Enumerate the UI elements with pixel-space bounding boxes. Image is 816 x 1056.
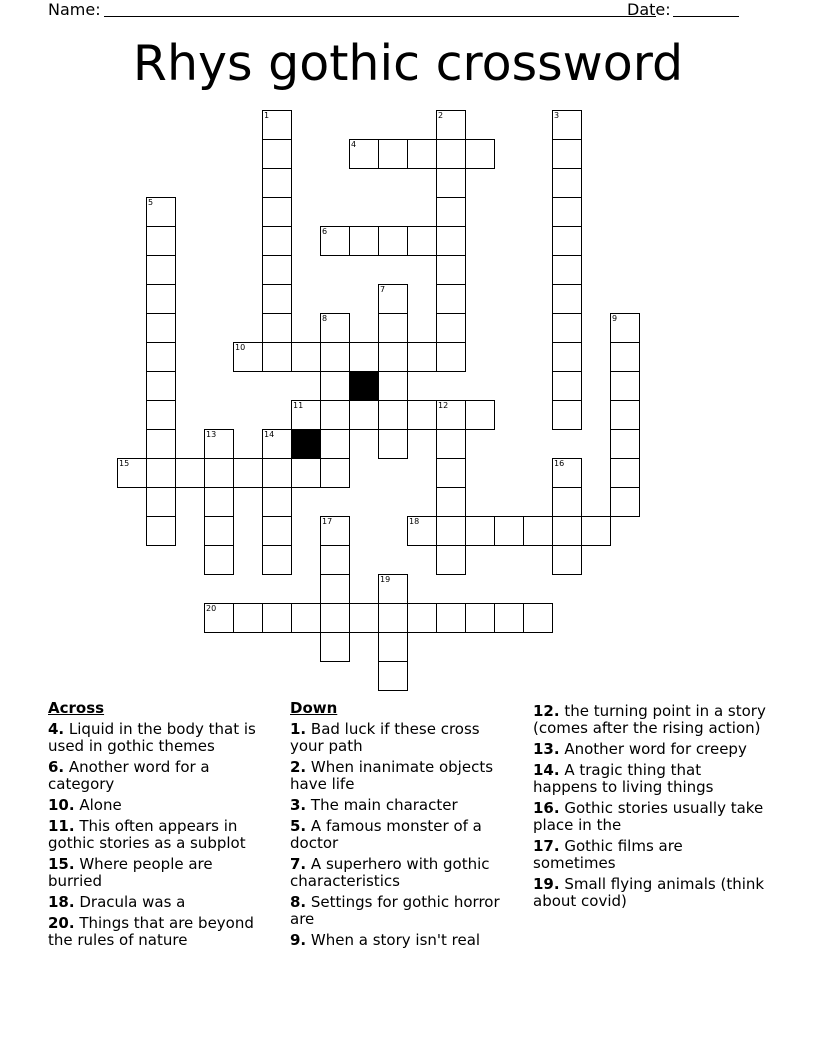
crossword-cell[interactable] bbox=[233, 603, 263, 633]
crossword-cell[interactable] bbox=[320, 545, 350, 575]
crossword-cell[interactable] bbox=[378, 139, 408, 169]
crossword-cell[interactable] bbox=[146, 516, 176, 546]
clue-number: 7 bbox=[380, 285, 386, 294]
crossword-cell[interactable] bbox=[465, 400, 495, 430]
clue-text: the turning point in a story (comes after the rising action) bbox=[533, 702, 766, 737]
crossword-cell[interactable] bbox=[117, 458, 147, 488]
crossword-cell[interactable] bbox=[146, 400, 176, 430]
crossword-cell[interactable] bbox=[146, 197, 176, 227]
clue-num: 16. bbox=[533, 799, 560, 817]
clue-item bbox=[290, 856, 512, 890]
crossword-cell[interactable] bbox=[146, 429, 176, 459]
clue-num: 8. bbox=[290, 893, 307, 911]
crossword-cell[interactable] bbox=[436, 226, 466, 256]
clue-number: 5 bbox=[148, 198, 154, 207]
crossword-cell[interactable] bbox=[610, 342, 640, 372]
clue-number: 19 bbox=[380, 575, 391, 584]
clue-text: Liquid in the body that is used in gothic themes bbox=[48, 720, 256, 755]
clue-text: When a story isn't real bbox=[306, 931, 481, 949]
clue-num: 10. bbox=[48, 796, 75, 814]
clue-item bbox=[290, 818, 512, 852]
crossword-cell[interactable] bbox=[552, 139, 582, 169]
clue-item bbox=[48, 856, 270, 890]
clue-text: When inanimate objects have life bbox=[290, 758, 494, 793]
clue-text: Another word for creepy bbox=[559, 740, 747, 758]
clue-number: 8 bbox=[322, 314, 328, 323]
crossword-cell[interactable] bbox=[204, 487, 234, 517]
clue-item bbox=[290, 721, 512, 755]
clue-number: 4 bbox=[351, 140, 357, 149]
crossword-cell[interactable] bbox=[349, 226, 379, 256]
clue-num: 1. bbox=[290, 720, 307, 738]
clue-text: The main character bbox=[306, 796, 458, 814]
crossword-cell[interactable] bbox=[436, 429, 466, 459]
clue-number: 1 bbox=[264, 111, 270, 120]
clue-item bbox=[533, 876, 769, 910]
crossword-cell[interactable] bbox=[146, 487, 176, 517]
crossword-cell[interactable] bbox=[262, 284, 292, 314]
crossword-cell[interactable] bbox=[436, 458, 466, 488]
clue-num: 7. bbox=[290, 855, 307, 873]
clue-item bbox=[290, 797, 512, 814]
crossword-cell[interactable] bbox=[436, 284, 466, 314]
clue-text: Gothic films are sometimes bbox=[533, 837, 683, 872]
clue-num: 6. bbox=[48, 758, 65, 776]
clue-text: A tragic thing that happens to living things bbox=[533, 761, 714, 796]
crossword-cell[interactable] bbox=[291, 400, 321, 430]
date-label: Date: bbox=[627, 0, 671, 19]
crossword-cell[interactable] bbox=[407, 400, 437, 430]
crossword-cell[interactable] bbox=[494, 516, 524, 546]
clue-text: Settings for gothic horror are bbox=[290, 893, 500, 928]
clue-item bbox=[48, 894, 270, 911]
crossword-cell[interactable] bbox=[262, 487, 292, 517]
clue-number: 13 bbox=[206, 430, 217, 439]
clue-num: 12. bbox=[533, 702, 560, 720]
crossword-cell[interactable] bbox=[378, 603, 408, 633]
crossword-cell[interactable] bbox=[291, 603, 321, 633]
crossword-cell[interactable] bbox=[262, 342, 292, 372]
crossword-cell[interactable] bbox=[407, 603, 437, 633]
crossword-cell[interactable] bbox=[378, 574, 408, 604]
clue-num: 15. bbox=[48, 855, 75, 873]
crossword-cell[interactable] bbox=[523, 516, 553, 546]
crossword-cell[interactable] bbox=[233, 458, 263, 488]
crossword-cell[interactable] bbox=[262, 429, 292, 459]
crossword-cell[interactable] bbox=[262, 545, 292, 575]
across-heading: Across bbox=[48, 699, 105, 717]
crossword-cell[interactable] bbox=[407, 226, 437, 256]
down-clues-continued bbox=[533, 703, 769, 914]
clue-num: 13. bbox=[533, 740, 560, 758]
crossword-cell[interactable] bbox=[349, 603, 379, 633]
black-square bbox=[291, 429, 321, 459]
clue-text: This often appears in gothic stories as a subplot bbox=[48, 817, 246, 852]
clue-item bbox=[48, 721, 270, 755]
crossword-cell[interactable] bbox=[552, 458, 582, 488]
crossword-cell[interactable] bbox=[175, 458, 205, 488]
clue-num: 14. bbox=[533, 761, 560, 779]
crossword-cell[interactable] bbox=[320, 516, 350, 546]
crossword-cell[interactable] bbox=[320, 342, 350, 372]
clue-num: 20. bbox=[48, 914, 75, 932]
crossword-cell[interactable] bbox=[146, 342, 176, 372]
crossword-cell[interactable] bbox=[146, 313, 176, 343]
clue-text: A famous monster of a doctor bbox=[290, 817, 482, 852]
crossword-cell[interactable] bbox=[610, 371, 640, 401]
clue-number: 17 bbox=[322, 517, 333, 526]
crossword-cell[interactable] bbox=[552, 487, 582, 517]
crossword-cell[interactable] bbox=[378, 632, 408, 662]
crossword-cell[interactable] bbox=[320, 632, 350, 662]
clue-num: 19. bbox=[533, 875, 560, 893]
crossword-cell[interactable] bbox=[204, 458, 234, 488]
clue-number: 6 bbox=[322, 227, 328, 236]
crossword-cell[interactable] bbox=[378, 371, 408, 401]
clue-number: 3 bbox=[554, 111, 560, 120]
clue-num: 11. bbox=[48, 817, 75, 835]
page-title: Rhys gothic crossword bbox=[132, 35, 684, 92]
crossword-cell[interactable] bbox=[552, 284, 582, 314]
crossword-cell[interactable] bbox=[378, 661, 408, 691]
black-square bbox=[349, 371, 379, 401]
clue-num: 9. bbox=[290, 931, 307, 949]
clue-num: 5. bbox=[290, 817, 307, 835]
crossword-cell[interactable] bbox=[552, 371, 582, 401]
crossword-cell[interactable] bbox=[523, 603, 553, 633]
clue-number: 2 bbox=[438, 111, 444, 120]
clue-item bbox=[533, 741, 769, 758]
clue-number: 11 bbox=[293, 401, 304, 410]
crossword-cell[interactable] bbox=[436, 487, 466, 517]
crossword-cell[interactable] bbox=[262, 255, 292, 285]
crossword-cell[interactable] bbox=[465, 603, 495, 633]
crossword-cell[interactable] bbox=[552, 313, 582, 343]
crossword-cell[interactable] bbox=[407, 342, 437, 372]
crossword-cell[interactable] bbox=[610, 313, 640, 343]
crossword-cell[interactable] bbox=[320, 429, 350, 459]
clue-number: 14 bbox=[264, 430, 275, 439]
clue-item bbox=[48, 818, 270, 852]
crossword-cell[interactable] bbox=[378, 400, 408, 430]
crossword-cell[interactable] bbox=[552, 400, 582, 430]
clue-num: 17. bbox=[533, 837, 560, 855]
clue-number: 10 bbox=[235, 343, 246, 352]
clue-number: 15 bbox=[119, 459, 130, 468]
crossword-cell[interactable] bbox=[552, 516, 582, 546]
clue-num: 3. bbox=[290, 796, 307, 814]
crossword-cell[interactable] bbox=[146, 226, 176, 256]
crossword-cell[interactable] bbox=[436, 516, 466, 546]
crossword-cell[interactable] bbox=[291, 342, 321, 372]
clue-number: 20 bbox=[206, 604, 217, 613]
crossword-cell[interactable] bbox=[610, 487, 640, 517]
down-clues bbox=[290, 700, 512, 953]
clue-text: Where people are burried bbox=[48, 855, 213, 890]
clue-number: 12 bbox=[438, 401, 449, 410]
crossword-cell[interactable] bbox=[436, 168, 466, 198]
crossword-cell[interactable] bbox=[378, 313, 408, 343]
name-label: Name: bbox=[48, 0, 101, 19]
clue-text: Gothic stories usually take place in the bbox=[533, 799, 764, 834]
clue-item bbox=[48, 759, 270, 793]
clue-number: 16 bbox=[554, 459, 565, 468]
crossword-cell[interactable] bbox=[320, 574, 350, 604]
crossword-cell[interactable] bbox=[465, 139, 495, 169]
crossword-cell[interactable] bbox=[610, 429, 640, 459]
crossword-cell[interactable] bbox=[262, 197, 292, 227]
clue-text: Alone bbox=[74, 796, 122, 814]
crossword-cell[interactable] bbox=[262, 110, 292, 140]
crossword-cell[interactable] bbox=[320, 226, 350, 256]
crossword-cell[interactable] bbox=[552, 545, 582, 575]
crossword-cell[interactable] bbox=[436, 139, 466, 169]
crossword-cell[interactable] bbox=[204, 545, 234, 575]
crossword-cell[interactable] bbox=[552, 255, 582, 285]
crossword-cell[interactable] bbox=[146, 255, 176, 285]
clue-number: 9 bbox=[612, 314, 618, 323]
crossword-cell[interactable] bbox=[552, 342, 582, 372]
crossword-cell[interactable] bbox=[552, 168, 582, 198]
clue-item bbox=[290, 932, 512, 949]
clue-item bbox=[48, 797, 270, 814]
clue-item bbox=[290, 894, 512, 928]
crossword-cell[interactable] bbox=[436, 400, 466, 430]
crossword-cell[interactable] bbox=[436, 342, 466, 372]
crossword-cell[interactable] bbox=[378, 342, 408, 372]
crossword-cell[interactable] bbox=[552, 226, 582, 256]
crossword-cell[interactable] bbox=[436, 197, 466, 227]
crossword-cell[interactable] bbox=[146, 371, 176, 401]
clue-num: 2. bbox=[290, 758, 307, 776]
crossword-cell[interactable] bbox=[204, 429, 234, 459]
crossword-cell[interactable] bbox=[320, 603, 350, 633]
crossword-cell[interactable] bbox=[146, 458, 176, 488]
clue-item bbox=[533, 762, 769, 796]
clue-text: Another word for a category bbox=[48, 758, 210, 793]
clue-num: 18. bbox=[48, 893, 75, 911]
across-clues bbox=[48, 700, 270, 953]
crossword-cell[interactable] bbox=[378, 226, 408, 256]
clue-text: Dracula was a bbox=[74, 893, 186, 911]
clue-text: Small flying animals (think about covid) bbox=[533, 875, 765, 910]
crossword-cell[interactable] bbox=[349, 400, 379, 430]
crossword-cell[interactable] bbox=[465, 516, 495, 546]
crossword-cell[interactable] bbox=[320, 458, 350, 488]
clue-text: Bad luck if these cross your path bbox=[290, 720, 480, 755]
crossword-cell[interactable] bbox=[436, 545, 466, 575]
crossword-cell[interactable] bbox=[436, 603, 466, 633]
crossword-cell[interactable] bbox=[204, 603, 234, 633]
crossword-cell[interactable] bbox=[610, 400, 640, 430]
crossword-cell[interactable] bbox=[262, 226, 292, 256]
crossword-cell[interactable] bbox=[291, 458, 321, 488]
crossword-cell[interactable] bbox=[349, 139, 379, 169]
crossword-cell[interactable] bbox=[349, 342, 379, 372]
crossword-cell[interactable] bbox=[262, 168, 292, 198]
crossword-cell[interactable] bbox=[262, 516, 292, 546]
clue-num: 4. bbox=[48, 720, 65, 738]
crossword-cell[interactable] bbox=[262, 139, 292, 169]
clue-text: Things that are beyond the rules of nature bbox=[48, 914, 254, 949]
crossword-cell[interactable] bbox=[407, 516, 437, 546]
crossword-cell[interactable] bbox=[436, 313, 466, 343]
crossword-cell[interactable] bbox=[320, 400, 350, 430]
crossword-cell[interactable] bbox=[552, 197, 582, 227]
crossword-cell[interactable] bbox=[610, 458, 640, 488]
crossword-cell[interactable] bbox=[262, 458, 292, 488]
crossword-cell[interactable] bbox=[320, 371, 350, 401]
clue-item bbox=[533, 703, 769, 737]
clue-text: A superhero with gothic characteristics bbox=[290, 855, 490, 890]
clue-item bbox=[533, 800, 769, 834]
crossword-cell[interactable] bbox=[204, 516, 234, 546]
clue-item bbox=[48, 915, 270, 949]
crossword-cell[interactable] bbox=[581, 516, 611, 546]
clue-item bbox=[533, 838, 769, 872]
crossword-cell[interactable] bbox=[494, 603, 524, 633]
crossword-cell[interactable] bbox=[320, 313, 350, 343]
crossword-cell[interactable] bbox=[262, 313, 292, 343]
crossword-cell[interactable] bbox=[378, 429, 408, 459]
crossword-cell[interactable] bbox=[436, 110, 466, 140]
crossword-cell[interactable] bbox=[262, 603, 292, 633]
clue-number: 18 bbox=[409, 517, 420, 526]
down-heading: Down bbox=[290, 699, 338, 717]
clue-item bbox=[290, 759, 512, 793]
crossword-cell[interactable] bbox=[233, 342, 263, 372]
crossword-cell[interactable] bbox=[436, 255, 466, 285]
crossword-cell[interactable] bbox=[146, 284, 176, 314]
crossword-cell[interactable] bbox=[552, 110, 582, 140]
crossword-cell[interactable] bbox=[407, 139, 437, 169]
crossword-cell[interactable] bbox=[378, 284, 408, 314]
